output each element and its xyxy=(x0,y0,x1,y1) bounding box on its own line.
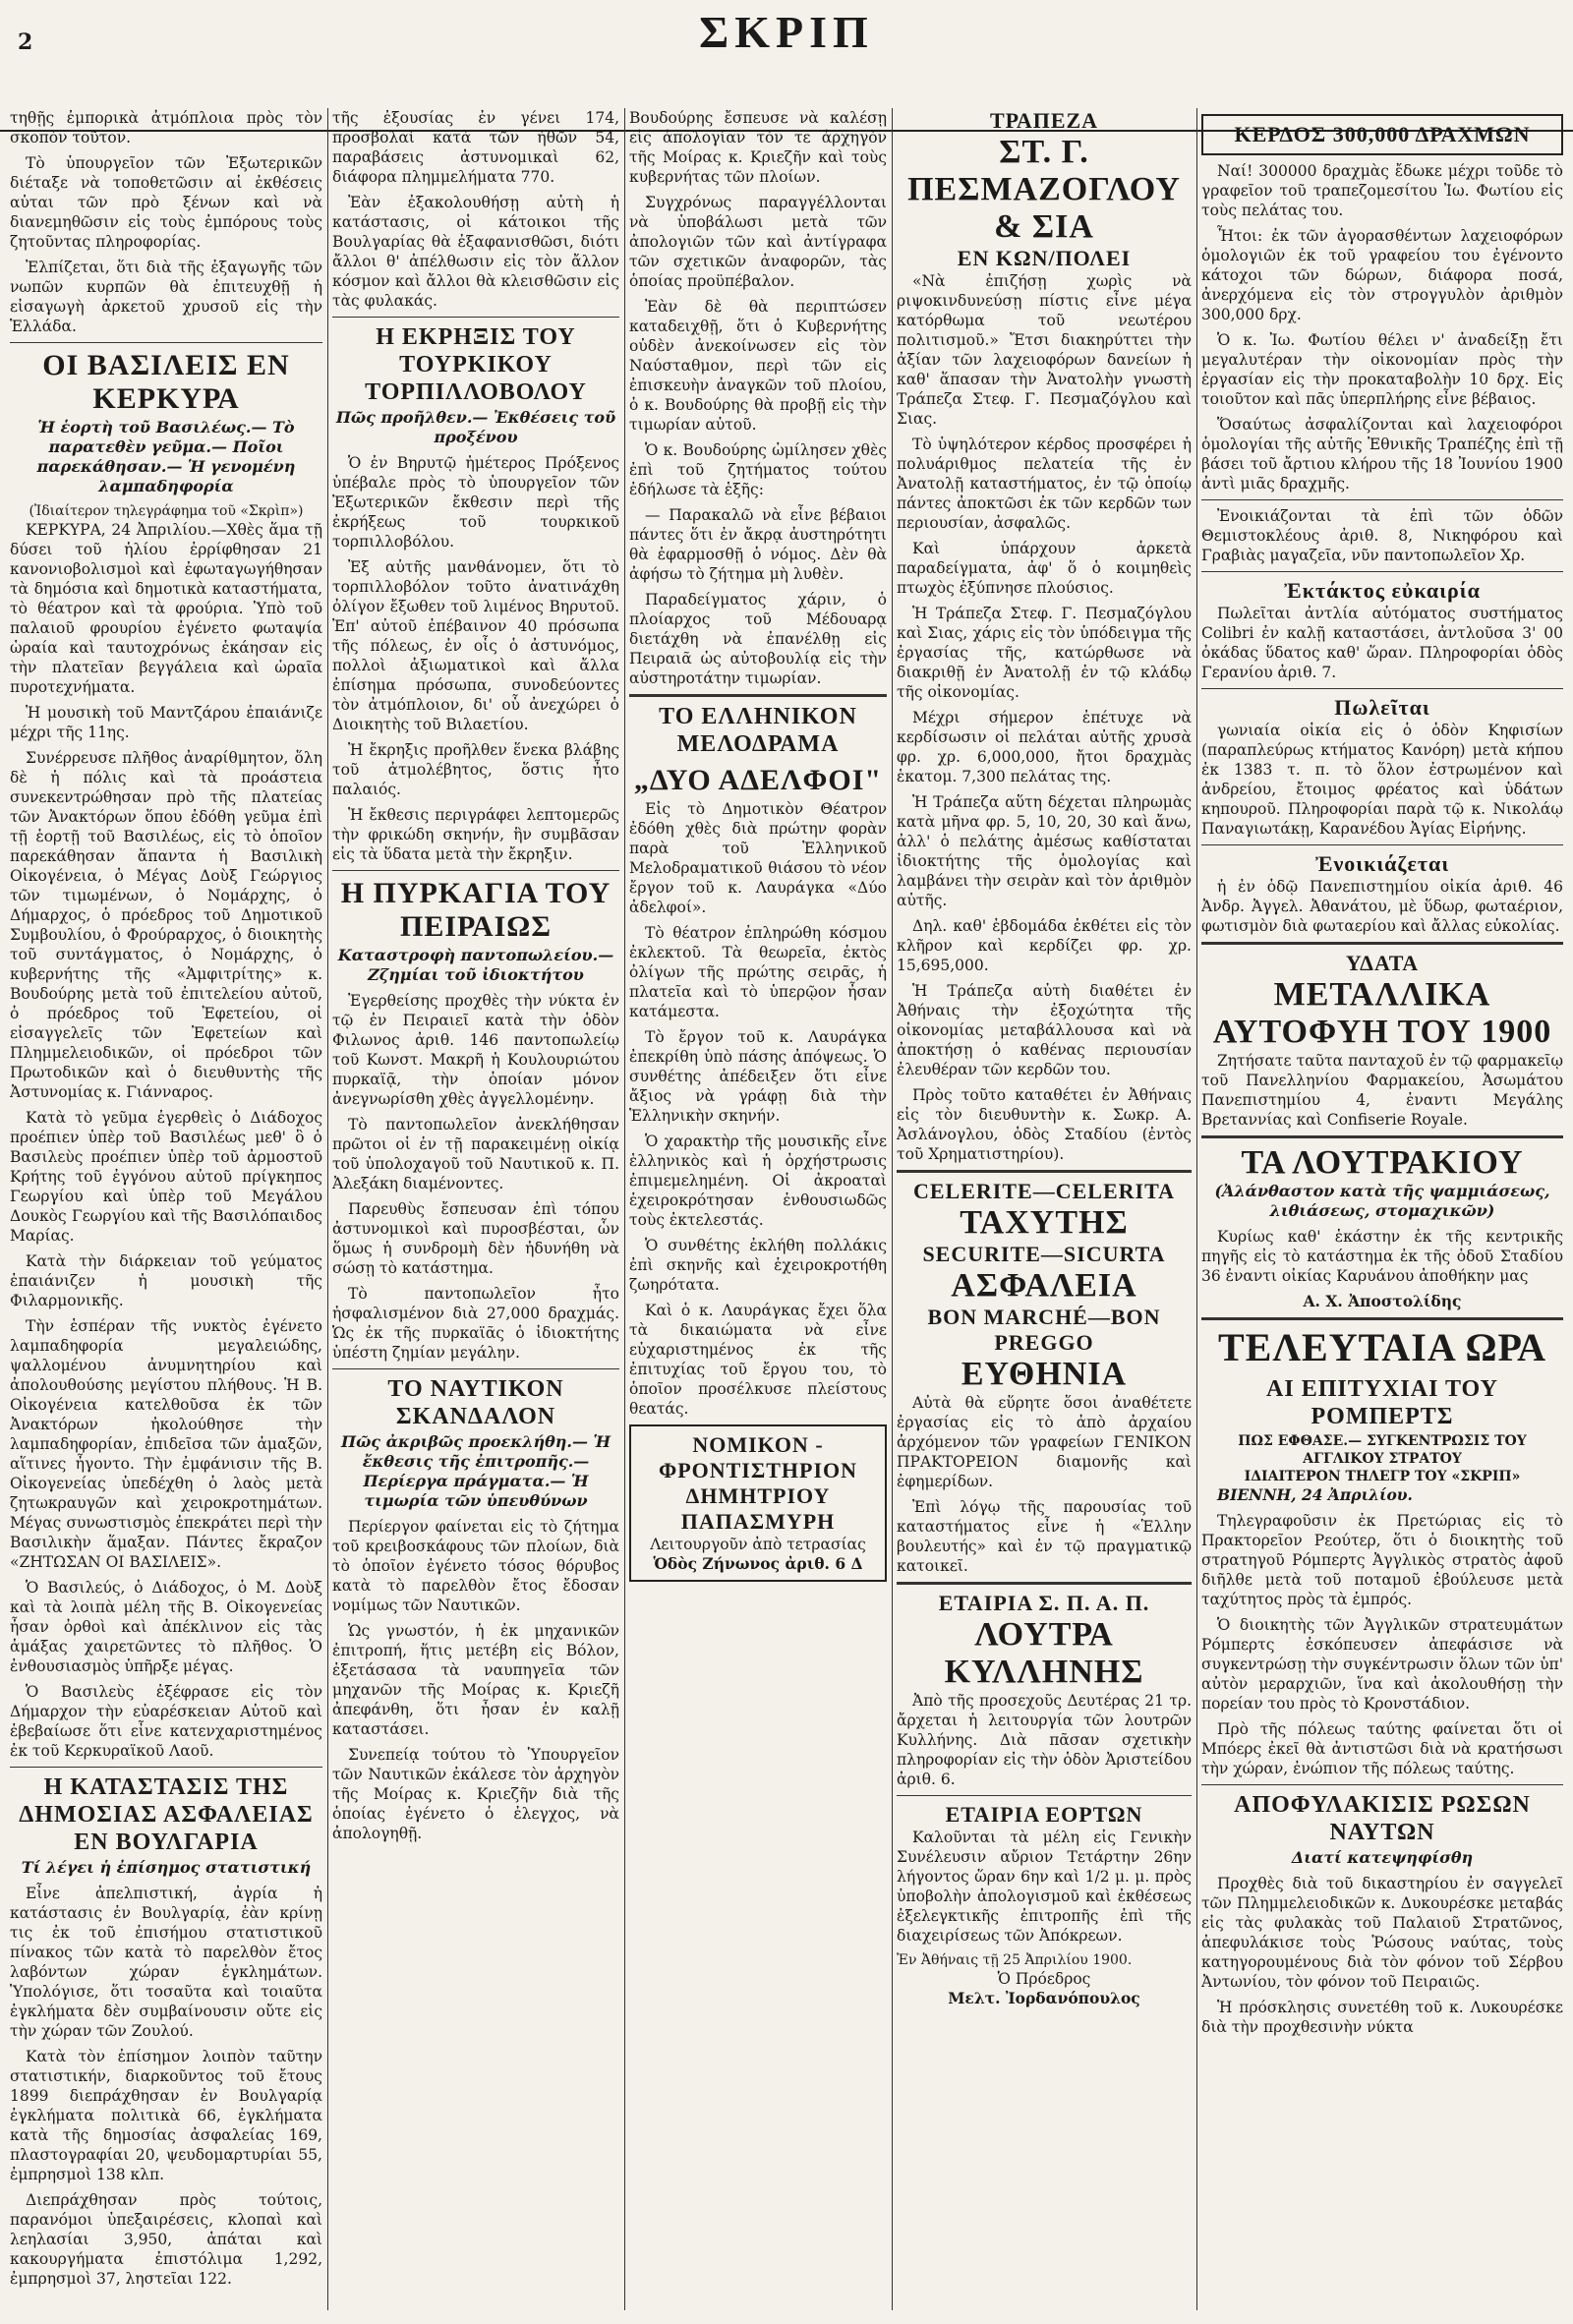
ad-title: ΛΟΥΤΡΑ ΚΥΛΛΗΝΗΣ xyxy=(944,1616,1144,1690)
paragraph: Τὸ θέατρον ἐπληρώθη κόσμου ἐκλεκτοῦ. Τὰ θεωρεῖα, ἐκτὸς ὀλίγων τῆς πρώτης σειρᾶς, ἡ πλατεῖα καὶ τὸ ὑπερῷον ἦσαν κατάμεστα. xyxy=(629,924,887,1020)
paragraph: Ὁ χαρακτὴρ τῆς μουσικῆς εἶνε ἑλληνικὸς καὶ ἡ ὀρχήστρωσις ἐπιμεμελημένη. Οἱ ἀκροαταὶ ἐχειροκρότησαν ἐνθουσιωδῶς τοὺς ἐκτελεστάς. xyxy=(629,1133,887,1229)
ad-signature-title: Ὁ Πρόεδρος xyxy=(997,1970,1091,1988)
divider xyxy=(332,317,619,318)
paragraph: Πωλεῖται ἀντλία αὐτόματος συστήματος Colibri ἐν καλῇ καταστάσει, ἀντλοῦσα 3' 00 ὀκάδας ὕδατος καθ' ὥραν. Πληροφορίαι ὁδὸς Γερανίου ἀριθ. 7. xyxy=(1201,605,1563,681)
paragraph: ΚΕΡΚΥΡΑ, 24 Ἀπριλίου.—Χθὲς ἅμα τῇ δύσει τοῦ ἡλίου ἐρρίφθησαν 21 κανονιοβολισμοὶ καὶ ἐφωταγωγήθησαν τὰ δημόσια καὶ δημοτικὰ καταστήματα, τὸ θέατρον καὶ τὰ φρούρια. Ὑπὸ τοῦ παλαιοῦ φρουρίου ἐγένετο φωταψία ὡραία καὶ ταυτοχρόνως ἐκάησαν εἰς τὴν πλατεῖαν βεγγάλεια καὶ ὡραῖα πυροτεχνήματα. xyxy=(10,521,322,696)
columns xyxy=(10,108,1563,2310)
paragraph: Τηλεγραφοῦσιν ἐκ Πρετώριας εἰς τὸ Πρακτορεῖον Ρεούτερ, ὅτι ὁ διοικητὴς τοῦ στρατηγοῦ Ρόμπερτς Ἀγγλικὸς στρατὸς ἀφοῦ διῆλθε μετὰ τοῦ ποταμοῦ ἐβούλευσε μετὰ ταχύτητος πρὸς τὰ ἐμπρός. xyxy=(1201,1512,1563,1608)
article-subheadline: Ἡ ἑορτὴ τοῦ Βασιλέως.— Τὸ παρατεθὲν γεῦμα.— Ποῖοι παρεκάθησαν.— Ἡ γενομένη λαμπαδηφορία xyxy=(36,418,296,495)
divider xyxy=(332,1368,619,1369)
article-headline: ΤΟ ΕΛΛΗΝΙΚΟΝ ΜΕΛΟΔΡΑΜΑ xyxy=(659,704,857,757)
paragraph: Ὁ συνθέτης ἐκλήθη πολλάκις ἐπὶ σκηνῆς καὶ ἐχειροκροτήθη ζωηρότατα. xyxy=(629,1237,887,1294)
paragraph: Ἡ Τράπεζα αὕτη δέχεται πληρωμὰς κατὰ μῆνα φρ. 5, 10, 20, 30 καὶ ἄνω, ἀλλ' ὁ πελάτης ἀμέσως καθίσταται ἰδιοκτήτης τῆς ὁμολογίας καὶ λαμβάνει τὴν σειρὰν καὶ τὸν ἀριθμὸν αὐτῆς. xyxy=(897,793,1192,909)
paragraph: Ἡ Τράπεζα Στεφ. Γ. Πεσμαζόγλου καὶ Σιας, χάρις εἰς τὸν ὑπόδειγμα τῆς ἐργασίας τῆς, κατώρθωσε νὰ διακριθῇ ἐν Ἀνατολῇ ἐν τῷ κλάδῳ τῆς οἰκονομίας. xyxy=(897,605,1192,701)
paragraph: Εἶνε ἀπελπιστική, ἀγρία ἡ κατάστασις ἐν Βουλγαρίᾳ, ἐὰν κρίνῃ τις ἐκ τοῦ ἐπισήμου στατιστικοῦ πίνακος τῶν κατὰ τὸ παρελθὸν ἔτος λαβόντων χώραν ἐγκλημάτων. Ὑπολόγισε, ὅτι τοσαῦτα καὶ τοιαῦτα ἐγκλήματα δὲν συμβαίνουσιν οὔτε εἰς τὴν χώραν τῶν Ζουλού. xyxy=(10,1885,322,2040)
divider xyxy=(10,1767,322,1768)
ad-heading: Ἐνοικιάζεται xyxy=(1314,851,1450,876)
paragraph: Τὴν ἑσπέραν τῆς νυκτὸς ἐγένετο λαμπαδηφορία μεγαλειώδης, ψαλλομένου ἀνυμνητηρίου καὶ ἀπολουθούσης μεγίστου πλήθους. Ἡ Β. Οἰκογένεια κατελθοῦσα ἐκ τῶν Ἀνακτόρων ἠκολούθησε τὴν λαμπαδηφορίαν, ἐπιδεῖσα τῶν ἀμαξῶν, αἵτινες ἦγοντο. Τὴν ἐμφάνισιν τῆς Β. Οἰκογενείας ὑπεδέχθη ὁ λαὸς μετὰ ζητωκραυγῶν καὶ χειροκροτημάτων. Μέγας συνωστισμὸς ἐπεκράτει περὶ τὴν Βασιλικὴν ἅμαξαν. Πάντες ἔκραζον «ΖΗΤΩΣΑΝ ΟΙ ΒΑΣΙΛΕΙΣ». xyxy=(10,1317,322,1571)
ad-bank-name: ΣΤ. Γ. ΠΕΣΜΑΖΟΓΛΟΥ & ΣΙΑ xyxy=(907,134,1181,245)
paragraph: τηθῇς ἐμπορικὰ ἀτμόπλοια πρὸς τὸν σκοπὸν τοῦτον. xyxy=(10,109,322,146)
ad-heading: ΥΔΑΤΑ xyxy=(1345,951,1420,975)
article-title: „ΔΥΟ ΑΔΕΛΦΟΙ" xyxy=(633,764,883,796)
paragraph: Αὐτὰ θὰ εὕρητε ὅσοι ἀναθέτετε ἐργασίας εἰς τὸ ἀπὸ ἀρχαίου ἀρχόμενον τῶν γραφείων ΓΕΝΙΚΟΝ ΠΡΑΚΤΟΡΕΙΟΝ διαμονῆς καὶ ἐφημερίδων. xyxy=(897,1394,1192,1490)
paragraph: Ἡ μουσικὴ τοῦ Μαντζάρου ἐπαιάνιζε μέχρι τῆς 11ης. xyxy=(10,704,322,741)
paragraph: Καὶ ὑπάρχουν ἀρκετὰ παραδείγματα, ἀφ' ὅ ὁ κοιμηθεὶς πτωχὸς ἐξύπνησε πλούσιος. xyxy=(897,540,1192,597)
article-headline: ΑΙ ΕΠΙΤΥΧΙΑΙ ΤΟΥ ΡΟΜΠΕΡΤΣ xyxy=(1266,1376,1498,1429)
newspaper-title: ΣΚΡΙΠ xyxy=(699,7,874,57)
article-headline: ΑΠΟΦΥΛΑΚΙΣΙΣ ΡΩΣΩΝ ΝΑΥΤΩΝ xyxy=(1234,1792,1531,1845)
divider xyxy=(897,1170,1192,1173)
paragraph: Ναί! 300000 δραχμὰς ἔδωκε μέχρι τοῦδε τὸ γραφεῖον τοῦ τραπεζομεσίτου Ἰω. Φωτίου εἰς τοὺς πελάτας του. xyxy=(1201,162,1563,219)
article-headline: Η ΚΑΤΑΣΤΑΣΙΣ ΤΗΣ ΔΗΜΟΣΙΑΣ ΑΣΦΑΛΕΙΑΣ ΕΝ ΒΟΥΛΓΑΡΙΑ xyxy=(19,1774,314,1855)
page-number: 2 xyxy=(18,29,33,55)
article-subheadline: Τί λέγει ἡ ἐπίσημος στατιστική xyxy=(21,1858,312,1877)
paragraph: Ἐλπίζεται, ὅτι διὰ τῆς ἐξαγωγῆς τῶν νωπῶν κυρπῶν θὰ ἐπιτευχθῇ ἡ εἰσαγωγὴ ἀρκετοῦ χρυσοῦ εἰς τὴν Ἑλλάδα. xyxy=(10,259,322,335)
paragraph: Ὁ διοικητὴς τῶν Ἀγγλικῶν στρατευμάτων Ρόμπερτς ἐσκόπευσεν ἀπεφάσισε νὰ συγκεντρώσῃ τὴν συγκέντρωσιν ὅλων τῶν ὑπ' αὐτὸν μεραρχιῶν, ἵνα καὶ ἀκολουθήσῃ τὴν πορείαν του πρὸς τὸ Κρονστάδιον. xyxy=(1201,1616,1563,1713)
paragraph: Τὸ ἔργον τοῦ κ. Λαυράγκα ἐπεκρίθη ὑπὸ πάσης ἀπόψεως. Ὁ συνθέτης ἀπέδειξεν ὅτι εἶνε ἄξιος νὰ γράφῃ διὰ τὴν Ἑλληνικὴν σκηνήν. xyxy=(629,1028,887,1125)
ad-signature: Α. Χ. Ἀποστολίδης xyxy=(1303,1292,1462,1310)
article-subheadline: Πῶς ἀκριβῶς προεκλήθη.— Ἡ ἔκθεσις τῆς ἐπιτροπῆς.— Περίεργα πράγματα.— Ἡ τιμωρία τῶν ὑπευθύνων xyxy=(340,1432,612,1510)
paragraph: Ἐγερθείσης προχθὲς τὴν νύκτα ἐν τῷ ἐν Πειραιεῖ κατὰ τὴν ὁδὸν Φιλωνος ἀριθ. 146 παντοπωλείῳ τοῦ Κωνστ. Μακρῆ ἡ Κουλουριώτου πυρκαϊᾷ, τὴν ὁποίαν μόνον ἀνεγνωρίσθη χθὲς ἀγγελλομένην. xyxy=(332,992,619,1108)
paragraph: Κατὰ τὸν ἐπίσημον λοιπὸν ταῦτην στατιστικήν, διαρκοῦντος τοῦ ἔτους 1899 διεπράχθησαν ἐν Βουλγαρίᾳ ἐγκλήματα πολιτικὰ 66, ἐγκλήματα κατὰ τῆς δημοσίας ἀσφαλείας 169, πλαστογραφίαι 20, ψευδομαρτυρίαι 55, ἐμπρησμοὶ 138 κλπ. xyxy=(10,2048,322,2183)
paragraph: Ἐὰν δὲ θὰ περιπτώσεν καταδειχθῇ, ὅτι ὁ Κυβερνήτης οὐδὲν ἀνεκοίνωσεν εἰς τὸν Ναύσταθμον, περὶ τῶν εἰς ἐπισκευὴν ἀναγκῶν τοῦ πλοίου, ὁ κ. Βουδούρης θὰ προβῇ εἰς τὴν τιμωρίαν αὐτοῦ. xyxy=(629,298,887,434)
paragraph: Τὸ ὑψηλότερον κέρδος προσφέρει ἡ πολυάριθμος πελατεία τῆς ἐν Ἀνατολῇ καταστήματος, ἐν τῷ ὁποίῳ πάντες ἀποκτῶσι ἐκ τῶν κερδῶν των περιουσίαν, ἀσφαλῶς. xyxy=(897,436,1192,532)
ad-line: BON MARCHÉ—BON PREGGO xyxy=(927,1305,1161,1355)
divider xyxy=(1201,499,1563,500)
divider xyxy=(1201,571,1563,572)
divider xyxy=(1201,844,1563,845)
paragraph: Κυρίως καθ' ἑκάστην ἐκ τῆς κεντρικῆς πηγῆς εἰς τὸ κατάστημα ἐκ τῆς ὁδοῦ Σταδίου 36 ἐναντι οἰκίας Καρυάνου ἀποθήκην μας xyxy=(1201,1228,1563,1285)
paragraph: Δηλ. καθ' ἑβδομάδα ἐκθέτει εἰς τὸν κλῆρον καὶ κερδίζει φρ. χρ. 15,695,000. xyxy=(897,917,1192,974)
paragraph: Παραδείγματος χάριν, ὁ πλοίαρχος τοῦ Μέδουαρᾳ διετάχθη νὰ ἐπανέλθῃ εἰς Πειραιᾶ ὡς αὐτοβουλίᾳ εἰς τὴν αὐστηροτάτην τιμωρίαν. xyxy=(629,591,887,687)
paragraph: Εἰς τὸ Δημοτικὸν Θέατρον ἐδόθη χθὲς διὰ πρώτην φορὰν παρὰ τοῦ Ἑλληνικοῦ Μελοδραματικοῦ θιάσου τὸ νέον ἔργον τοῦ κ. Λαυράγκα «Δύο ἀδελφοί». xyxy=(629,800,887,916)
divider xyxy=(10,342,322,343)
paragraph: Διεπράχθησαν πρὸς τούτοις, παρανόμοι ὑπεξαιρέσεις, κλοπαὶ καὶ λεηλασίαι 3,950, ἁπάται καὶ κακουργήματα ἐπιστόλιμα 1,292, ἐμπρησμοὶ 37, ληστεῖαι 122. xyxy=(10,2191,322,2288)
ad-text: Λειτουργοῦν ἀπὸ τετρασίας xyxy=(650,1536,866,1553)
paragraph: Ζητήσατε ταῦτα πανταχοῦ ἐν τῷ φαρμακεῖῳ τοῦ Πανελληνίου Φαρμακείου, Ἀσωμάτου Πανεπιστημίου 4, ἐναντι Μεγάλης Βρεταννίας καὶ Confiserie Royale. xyxy=(1201,1052,1563,1129)
paragraph: Ἐξ αὐτῆς μανθάνομεν, ὅτι τὸ τορπιλλοβόλον τοῦτο ἀνατινάχθη ὀλίγον ἔξωθεν τοῦ λιμένος Βηρυτοῦ. Ἐπ' αὐτοῦ ἐπέβαινον 40 πρόσωπα τῆς πόλεως, ἐν οἷς ὁ ἀστυνόμος, πολλοὶ ἀξιωματικοὶ καὶ ἄλλα ἐπίσημα πρόσωπα, συνοδεύοντες τὸν ἀτμόπλοιον, δι' οὗ ἀνεχώρει ὁ Διοικητὴς τοῦ Βιλαετίου. xyxy=(332,558,619,733)
paragraph: Ἐὰν ἐξακολουθήσῃ αὐτὴ ἡ κατάστασις, οἱ κάτοικοι τῆς Βουλγαρίας θὰ ἐξαφανισθῶσι, διότι ἄλλοι θ' ἀπέλθωσιν εἰς τὸν ἄλλον κόσμον καὶ ἄλλοι θὰ κλεισθῶσιν εἰς τὰς φυλακάς. xyxy=(332,194,619,310)
paragraph: Ὡς γνωστόν, ἡ ἐκ μηχανικῶν ἐπιτροπή, ἥτις μετέβη εἰς Βόλον, ἐξετάσασα τὰ ναυπηγεῖα τῶν μηχανῶν τῆς Μοίρας κ. Κριεζῆ ἀπεφάνθη, ὅτι ἦσαν ἐν καλῇ καταστάσει. xyxy=(332,1622,619,1738)
paragraph: Ἡ πρόσκλησις συνετέθη τοῦ κ. Λυκουρέσκε διὰ τὴν προχθεσινὴν νύκτα xyxy=(1201,1999,1563,2036)
paragraph: Ἡ Τράπεζα αὐτὴ διαθέτει ἐν Ἀθήναις τὴν ἐξοχώτητα τῆς οἰκονομίας μεταβάλλουσα καὶ νὰ ἀποκτήσῃ ὁ καθένας περιουσίαν ἐλευθέραν τῶν κερδῶν του. xyxy=(897,982,1192,1078)
paragraph: Τὸ παντοπωλεῖον ἀνεκλήθησαν πρῶτοι οἱ ἐν τῇ παρακειμένῃ οἰκίᾳ τοῦ ὑπολοχαγοῦ τοῦ Ναυτικοῦ κ. Π. Ἀλεξάκη διαμένοντες. xyxy=(332,1116,619,1192)
paragraph: Συνέρρευσε πλῆθος ἀναρίθμητον, ὅλη δὲ ἡ πόλις καὶ τὰ προάστεια συνεκεντρώθησαν πρὸ τῆς πλατείας τῶν Ἀνακτόρων ὅπου ἐδόθη γεῦμα ἐπὶ τῇ ἑορτῇ τοῦ Βασιλέως, εἰς τὸ ὁποῖον παρεκάθησαν ἅπαντα ἡ Βασιλικὴ Οἰκογένεια, ὁ Μέγας Δοὺξ Γεώργιος τῶν τιμωμένων, ὁ Νομάρχης, ὁ Δήμαρχος, ὁ πρόεδρος τοῦ Δημοτικοῦ Συμβουλίου, ὁ Φρούραρχος, ὁ διοικητὴς τοῦ συντάγματος, ὁ Νομάρχης, ὁ κυβερνήτης τῆς «Ἀμφιτρίτης» κ. Βουδούρης μετὰ τοῦ ἐπιτελείου αὐτοῦ, ὁ πρόεδρος τοῦ Ἐφετείου, οἱ εἰσαγγελεῖς τῶν Ἐφετείων καὶ Πλημμελειοδικῶν, οἱ πρόεδροι τῶν Πρωτοδικῶν καὶ ὁ διευθυντὴς τῆς Ἀστυνομίας κ. Γιάνναρος. xyxy=(10,749,322,1101)
paragraph: Ἐνοικιάζονται τὰ ἐπὶ τῶν ὁδῶν Θεμιστοκλέους ἀριθ. 8, Νικηφόρου καὶ Γραβιὰς μαγαζεῖα, νῦν παντοπωλεῖον Χρ. xyxy=(1201,507,1563,564)
paragraph: Ἡ ἔκθεσις περιγράφει λεπτομερῶς τὴν φρικώδη σκηνήν, ἣν συμβᾶσαν εἰς τὰ ὕδατα μετὰ τὴν ἔκρηξιν. xyxy=(332,806,619,863)
ad-signature-name: Μελτ. Ἰορδανόπουλος xyxy=(948,1989,1140,2007)
paragraph: Ὁ κ. Ἰω. Φωτίου θέλει ν' ἀναδείξῃ ἔτι μεγαλυτέραν τὴν οἰκονομίαν πρὸς τὴν ἐργασίαν εἰς τὴν προκαταβολὴν 10 δρχ. Εἰς τοιοῦτον καὶ πᾶς ὑπερπλήρης εἶνε βέβαιος. xyxy=(1201,331,1563,408)
ad-heading: ΕΤΑΙΡΙΑ Σ. Π. Α. Π. xyxy=(938,1591,1150,1615)
paragraph: Παρευθὺς ἔσπευσαν ἐπὶ τόπου ἀστυνομικοὶ καὶ πυροσβέσται, ὧν ὅμως ἡ συνδρομὴ δὲν ἠδυνήθη νὰ σώσῃ τὸ κατάστημα. xyxy=(332,1200,619,1277)
paragraph: Ἡ ἔκρηξις προῆλθεν ἕνεκα βλάβης τοῦ ἀτμολέβητος, ὅστις ἦτο παλαιός. xyxy=(332,741,619,798)
ad-line: CELERITE—CELERITA xyxy=(913,1179,1175,1203)
paragraph: Περίεργον φαίνεται εἰς τὸ ζήτημα τοῦ κρειβοσκάφους τῶν πλοίων, διὰ τὸ ὁποῖον ἐγένετο τόσος θόρυβος κατὰ τὸ παρελθὸν ἔτος ἔδοσαν νομίμως τῶν Ναυτικῶν. xyxy=(332,1518,619,1614)
divider xyxy=(1201,1784,1563,1785)
ad-title: ΤΑ ΛΟΥΤΡΑΚΙΟΥ xyxy=(1241,1144,1524,1181)
ad-heading: Ἐκτάκτος εὐκαιρία xyxy=(1284,578,1481,603)
article-subheadline: Διατί κατεψηφίσθη xyxy=(1291,1848,1474,1867)
ad-line: ΑΣΦΑΛΕΙΑ xyxy=(951,1267,1137,1304)
paragraph: Ἐπὶ λόγῳ τῆς παρουσίας τοῦ καταστήματος εἶνε ἡ «Ἑλλην βουλευτής» καὶ ἐν τῷ πραγματικῷ κατοικεῖ. xyxy=(897,1498,1192,1575)
divider xyxy=(629,694,887,697)
article-headline: Η ΠΥΡΚΑΓΙΑ ΤΟΥ ΠΕΙΡΑΙΩΣ xyxy=(340,877,612,943)
article-headline: ΟΙ ΒΑΣΙΛΕΙΣ ΕΝ ΚΕΡΚΥΡΑ xyxy=(42,349,290,415)
ad-subtitle: (Ἀλάνθαστον κατὰ τῆς ψαμμιάσεως, λιθιάσεως, στομαχικῶν) xyxy=(1214,1182,1550,1220)
paragraph: Ὁ Βασιλεὺς ἐξέφρασε εἰς τὸν Δήμαρχον τὴν εὐαρέσκειαν Αὐτοῦ καὶ ἐβεβαίωσε ὅτι εἶνε κατενχαριστημένος ἐκ τοῦ Κερκυραϊκοῦ Λαοῦ. xyxy=(10,1683,322,1760)
paragraph: Κατὰ τὸ γεῦμα ἐγερθεὶς ὁ Διάδοχος προέπιεν ὑπὲρ τοῦ Βασιλέως μεθ' ὃ ὁ Βασιλεὺς προέπιεν ὑπὲρ τοῦ ἀρμοστοῦ Κρήτης τοῦ ἐγγόνου αὐτοῦ πρίγκηπος Γεωργίου καὶ ὑπὲρ τοῦ Μεγάλου Δουκὸς Γεωργίου καὶ τῆς Βασιλόπαιδος Μαρίας. xyxy=(10,1109,322,1245)
paragraph: Ἀπὸ τῆς προσεχοῦς Δευτέρας 21 τρ. ἄρχεται ἡ λειτουργία τῶν λουτρῶν Κυλλήνης. Διὰ πᾶσαν σχετικὴν πληροφορίαν εἰς τὴν ὁδὸν Ἀριστείδου ἀριθ. 6. xyxy=(897,1692,1192,1788)
paragraph: Καὶ ὁ κ. Λαυράγκας ἔχει ὅλα τὰ δικαιώματα νὰ εἶνε εὐχαριστημένος ἐκ τῆς ἐπιτυχίας τοῦ ἔργου του, τὸ ὁποῖον προσέλκυσε πλείστους θεατάς. xyxy=(629,1302,887,1418)
divider xyxy=(1201,1317,1563,1320)
paragraph: Συγχρόνως παραγγέλλονται νὰ ὑποβάλωσι μετὰ τῶν ἀπολογιῶν τῶν καὶ ἀντίγραφα τῶν σχετικῶν ἀναφορῶν, τὰς ὁποίας προϋπέβαλον. xyxy=(629,194,887,290)
article-subheadline: Πῶς προῆλθεν.— Ἐκθέσεις τοῦ προξένου xyxy=(335,408,616,446)
paragraph: τῆς ἐξουσίας ἐν γένει 174, προσβολαὶ κατὰ τῶν ἠθῶν 54, παραβάσεις ἀστυνομικαὶ 62, διάφορα πλημμελήματα 770. xyxy=(332,109,619,186)
paragraph: Ὁ Βασιλεύς, ὁ Διάδοχος, ὁ Μ. Δοὺξ καὶ τὰ λοιπὰ μέλη τῆς Β. Οἰκογενείας ἦσαν ὀρθοὶ καὶ ἀπέκλινον εἰς τὰς ἁμάξας χαιρετῶντες τὸ πλῆθος. Ὁ ἐνθουσιασμὸς ὑπῆρξε μέγας. xyxy=(10,1579,322,1675)
paragraph: Ὅσαύτως ἀσφαλίζονται καὶ λαχειοφόροι ὁμολογίαι τῆς αὐτῆς Ἐθνικῆς Τραπέζης ἐπὶ τῇ βάσει τοῦ ἄρτιου κλήρου τῆς 18 Ἰουνίου 1900 ἀντὶ μιᾶς δραχμῆς. xyxy=(1201,416,1563,493)
paragraph: ἡ ἐν ὁδῷ Πανεπιστημίου οἰκία ἀριθ. 46 Ἀνδρ. Ἀγγελ. Ἀθανάτου, μὲ ὕδωρ, φωταέριον, φωτισμὸν διὰ φωταερίου καὶ ἄλλας εὐκολίας. xyxy=(1201,878,1563,935)
article-headline: Η ΕΚΡΗΞΙΣ ΤΟΥ ΤΟΥΡΚΙΚΟΥ ΤΟΡΠΙΛΛΟΒΟΛΟΥ xyxy=(365,324,587,405)
paragraph: γωνιαία οἰκία εἰς ὁ ὁδὸν Κηφισίων (παραπλεύρως κτήματος Κανόρη) μετὰ κήπου ἐκ 1383 τ. π. τὸ ὅλον ἐστρωμένον καὶ ἀνδρείου, ἔτοιμος φρέατος καὶ ὑδάτων κηπουροῦ. Πληροφορίαι παρὰ τῷ κ. Νικολάῳ Παναγιωτάκῃ, Καρανέδου Ἀγίας Εἰρήνης. xyxy=(1201,722,1563,838)
dateline: ΒΙΕΝΝΗ, 24 Ἀπριλίου. xyxy=(1217,1485,1413,1504)
paragraph: Ἦτοι: ἐκ τῶν ἀγορασθέντων λαχειοφόρων ὁμολογιῶν ἐκ τοῦ γραφείου του ἐγένοντο κάτοχοι τῶν δώρων, διάφορα ποσά, ἀνερχόμενα εἰς τὸν στρογγυλὸν ἀριθμὸν 300,000 δρχ. xyxy=(1201,227,1563,323)
ad-heading: ΤΡΑΠΕΖΑ xyxy=(989,108,1099,133)
ad-heading: ΚΕΡΔΟΣ 300,000 ΔΡΑΧΜΩΝ xyxy=(1234,122,1531,146)
paragraph: «Νὰ ἐπιζήσῃ χωρὶς νὰ ριψοκινδυνεύσῃ πίστις εἶνε μέγα κατόρθωμα τοῦ νεωτέρου πολιτισμοῦ.» Ἔτσι διακηρύττει τὴν ἀξίαν τῶν λαχειοφόρων δανείων ἡ καθ' ἅπασαν τὴν Ἀνατολὴν γνωστὴ Τράπεζα Στεφ. Γ. Πεσμαζόγλου καὶ Σιας. xyxy=(897,272,1192,428)
ad-heading: Πωλεῖται xyxy=(1334,695,1430,720)
ad-date: Ἐν Ἀθήναις τῇ 25 Ἀπριλίου 1900. xyxy=(897,1952,1133,1968)
paragraph: Προχθὲς διὰ τοῦ δικαστηρίου ἐν σαγγελεῖ τῶν Πλημμελειοδικῶν κ. Δυκουρέσκε μεταβάς εἰς τὰς φυλακὰς τοῦ Παλαιοῦ Στρατῶνος, ἀπεφυλάκισε τοὺς Ῥώσους ναύτας, τοὺς κατηγορουμένους διὰ τὸν φόνον τοῦ Σέρβου Ἀντωνίου, τὸν φόνον τοῦ Πειραιῶς. xyxy=(1201,1875,1563,1991)
column-4 xyxy=(897,108,1192,2310)
ad-title: ΜΕΤΑΛΛΙΚΑ ΑΥΤΟΦΥΗ ΤΟΥ 1900 xyxy=(1212,976,1552,1050)
paragraph: Ὁ ἐν Βηρυτῷ ἡμέτερος Πρόξενος ὑπέβαλε πρὸς τὸ ὑπουργεῖον τῶν Ἐξωτερικῶν ἔκθεσιν περὶ τῆς ἐκρήξεως τοῦ τουρκικοῦ τορπιλλοβόλου. xyxy=(332,454,619,551)
column-2 xyxy=(332,108,619,2310)
article-headline: ΤΟ ΝΑΥΤΙΚΟΝ ΣΚΑΝΔΑΛΟΝ xyxy=(387,1376,564,1429)
divider xyxy=(332,870,619,871)
ad-line: ΕΥΘΗΝΙΑ xyxy=(961,1356,1128,1392)
divider xyxy=(1201,1135,1563,1138)
paragraph: Μέχρι σήμερον ἐπέτυχε νὰ κερδίσωσιν οἱ πελάται αὐτῆς χρυσὰ φρ. χρ. 6,000,000, ἤτοι δραχμὰς ἑκατομ. 7,300 πελάτας της. xyxy=(897,709,1192,785)
paragraph: — Παρακαλῶ νὰ εἶνε βέβαιοι πάντες ὅτι ἐν ἄκρᾳ ἀυστηρότητι θὰ ἐφαρμοσθῇ ὁ νόμος. Δὲν θὰ ἀφήσω τὸ ζήτημα μὴ λυθὲν. xyxy=(629,506,887,583)
paragraph: Ὁ κ. Βουδούρης ὡμίλησεν χθὲς ἐπὶ τοῦ ζητήματος τούτου ἐδήλωσε τὰ ἑξῆς: xyxy=(629,441,887,498)
article-source: (Ἰδιαίτερον τηλεγράφημα τοῦ «Σκρὶπ») xyxy=(29,503,304,519)
divider xyxy=(1201,688,1563,689)
advertisement xyxy=(1201,114,1563,155)
divider xyxy=(897,1582,1192,1585)
article-subheadline: Καταστροφὴ παντοπωλείου.— Ζζημίαι τοῦ ἰδιοκτήτου xyxy=(337,946,614,984)
paragraph: Τὸ ὑπουργεῖον τῶν Ἐξωτερικῶν διέταξε νὰ τοποθετῶσιν αἱ ἐκθέσεις αὐται τῶν πρὸ ξένων καὶ νὰ διανεμηθῶσιν εἰς τοὺς ἐμπόρους τοὺς ζητοῦντας πληροφορίας. xyxy=(10,154,322,251)
article-source: ΙΔΙΑΙΤΕΡΟΝ ΤΗΛΕΓΡ ΤΟΥ «ΣΚΡΙΠ» xyxy=(1244,1469,1521,1484)
column-5 xyxy=(1201,108,1563,2310)
paragraph: Συνεπείᾳ τούτου τὸ Ὑπουργεῖον τῶν Ναυτικῶν ἐκάλεσε τὸν ἀρχηγὸν τῆς Μοίρας κ. Κριεζῆν διὰ τῆς ὁποίας ἐγένετο ὁ ἐλεγχος, νὰ ἀπολογηθῇ. xyxy=(332,1746,619,1842)
ad-heading: ΕΤΑΙΡΙΑ ΕΟΡΤΩΝ xyxy=(945,1802,1143,1827)
advertisement xyxy=(629,1424,887,1582)
paragraph: Κατὰ τὴν διάρκειαν τοῦ γεύματος ἐπαιάνιζεν ἡ μουσικὴ τῆς Φιλαρμονικῆς. xyxy=(10,1252,322,1309)
divider xyxy=(897,1795,1192,1796)
ad-city: ΕΝ ΚΩΝ/ΠΟΛΕΙ xyxy=(957,246,1132,270)
column-3 xyxy=(629,108,887,2310)
ad-line: SECURITE—SICURTA xyxy=(922,1242,1166,1266)
paragraph: Πρὸς τοῦτο καταθέτει ἐν Ἀθήναις εἰς τὸν διευθυντὴν κ. Σωκρ. Α. Ἀσλάνογλου, ὁδὸς Σταδίου (ἐντὸς τοῦ Χρηματιστηρίου). xyxy=(897,1086,1192,1163)
ad-line: ΤΑΧΥΤΗΣ xyxy=(960,1204,1129,1241)
column-1 xyxy=(10,108,322,2310)
paragraph: Τὸ παντοπωλεῖον ἦτο ἠσφαλισμένον διὰ 27,000 δραχμάς. Ὡς ἐκ τῆς πυρκαϊᾶς ὁ ἰδιοκτήτης ὑπέστη ζημίαν μεγάλην. xyxy=(332,1285,619,1362)
ad-address: Ὁδὸς Ζήνωνος ἀριθ. 6 Δ xyxy=(653,1554,863,1573)
paragraph: Βουδούρης ἔσπευσε νὰ καλέσῃ εἰς ἀπολογίαν τὸν τε ἀρχηγὸν τῆς Μοίρας κ. Κριεζῆν καὶ τοὺς κυβερνήτας τῶν πλοίων. xyxy=(629,109,887,186)
ad-name: ΔΗΜΗΤΡΙΟΥ ΠΑΠΑΣΜΥΡΗ xyxy=(680,1483,836,1534)
paragraph: Πρὸ τῆς πόλεως ταύτης φαίνεται ὅτι οἱ Μπόερς ἐκεῖ θὰ ἀντιστῶσι διὰ νὰ κρατήσωσι τὴν χώραν, ἐνώπιον τῆς πόλεως ταύτης. xyxy=(1201,1720,1563,1777)
divider xyxy=(1201,942,1563,945)
article-subheadline: ΠΩΣ ΕΦΘΑΣΕ.— ΣΥΓΚΕΝΤΡΩΣΙΣ ΤΟΥ ΑΓΓΛΙΚΟΥ ΣΤΡΑΤΟΥ xyxy=(1238,1433,1527,1467)
section-headline: ΤΕΛΕΥΤΑΙΑ ΩΡΑ xyxy=(1218,1325,1546,1369)
paragraph: Καλοῦνται τὰ μέλη εἰς Γενικὴν Συνέλευσιν αὔριον Τετάρτην 26ην λήγοντος ὥραν 6ην καὶ 1/2 μ. μ. πρὸς ὑποβολὴν ἀπολογισμοῦ καὶ ἐκθέσεως ἐξελεγκτικῆς ἐπιτροπῆς ἐπὶ τῆς διαχειρίσεως τῶν Ἀπόκρεων. xyxy=(897,1829,1192,1945)
ad-title: ΝΟΜΙΚΟΝ - ΦΡΟΝΤΙΣΤΗΡΙΟΝ xyxy=(658,1432,858,1482)
